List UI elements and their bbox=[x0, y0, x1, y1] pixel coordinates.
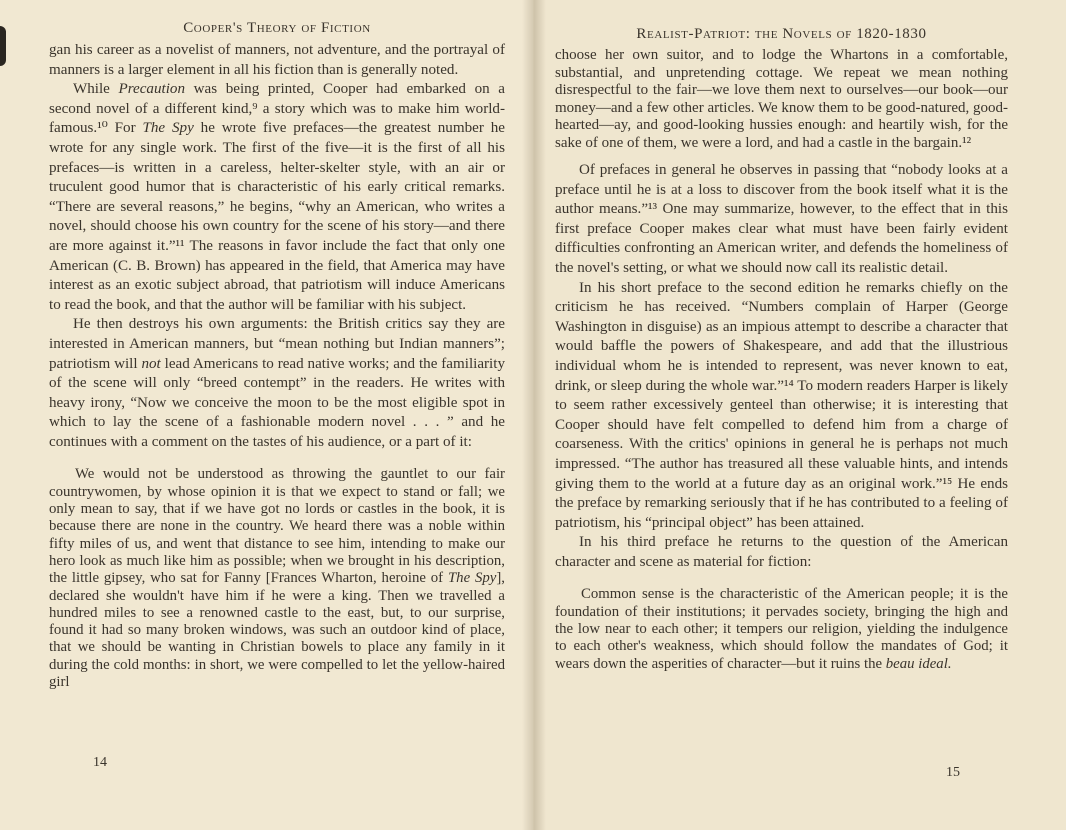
paragraph: He then destroys his own arguments: the British critics say they are interested in American manners, but “mean nothing but Indian manners”; patriotism will not lead Americans to read native works; and the familiarity of the scene will only “breed contempt” in the readers. He writes with heavy irony, “Now we conceive the moon to be the most eligible spot in which to lay the scene of a fashionable modern novel . . . ” and he continues with a comment on the tastes of his audience, or a part of it: bbox=[49, 316, 505, 450]
paragraph: gan his career as a novelist of manners, not adventure, and the portrayal of manners is a larger element in all his fiction than is generally noted. bbox=[49, 42, 505, 78]
book-gutter bbox=[522, 0, 546, 830]
paragraph: In his short preface to the second edition he remarks chiefly on the criticism he has received. “Numbers complain of Harper (George Washington in disguise) as an impious attempt to describe a character that would baffle the powers of Shakespeare, and add that the illustrious individual whom he is intended to represent, was never known to eat, drink, or sleep during the whole war.”¹⁴ To modern readers Harper is likely to seem rather excessively genteel than otherwise; it is interesting that Cooper should have felt compelled to defend him from a charge of coarseness. With the critics' opinions in general he is perhaps not much impressed. “The author has treasured all these valuable hints, and intends giving them to the world at a future day as an original work.”¹⁵ He ends the preface by remarking seriously that if he has contributed to a feeling of patriotism, his “principal object” has been attained. bbox=[555, 279, 1008, 531]
running-head-left: Cooper's Theory of Fiction bbox=[183, 20, 371, 36]
block-quote-continued: choose her own suitor, and to lodge the Whartons in a comfortable, substantial, and unpretending cottage. We repeat we mean nothing disrespectful to the fair—we love them next to ourselves—our book—our money—and a few other articles. We know them to be good-natured, good-hearted—ay, and good-looking hussies enough: and heartily wish, for the sake of one of them, we were a lord, and had a castle in the bargain.¹² bbox=[555, 47, 1008, 151]
paragraph: Of prefaces in general he observes in passing that “nobody looks at a preface until he is at a loss to discover from the book itself what it is the author means.”¹³ One may summarize, however, to the effect that in this first preface Cooper makes clear what must have been fairly evident difficulties confronting an American writer, and defends the homeliness of the novel's setting, or what we should now call its realistic detail. bbox=[555, 162, 1008, 276]
page-number: 15 bbox=[946, 765, 960, 780]
paragraph: While Precaution was being printed, Cooper had embarked on a second novel of a different kind,⁹ a story which was to make him world-famous.¹⁰ For The Spy he wrote five prefaces—the greatest number he wrote for any single work. The first of the five—it is the first of all his prefaces—is written in a careless, helter-skelter style, with an air or truculent good humor that is characteristic of his early critical remarks. “There are several reasons,” he begins, “why an American, who writes a novel, should choose his own country for the scene of his story—and there are more against it.”¹¹ The reasons in favor include the fact that only one American (C. B. Brown) has appeared in the field, that America may have interest as an exotic subject abroad, that patriotism will induce Americans to read the book, and that the author will be familiar with his subject. bbox=[49, 81, 505, 313]
paragraph: In his third preface he returns to the question of the American character and scene as material for fiction: bbox=[555, 534, 1008, 570]
left-body-text bbox=[49, 41, 505, 691]
right-page bbox=[533, 0, 1066, 830]
page-edge-mark bbox=[0, 26, 6, 66]
block-quote: Common sense is the characteristic of the American people; it is the foundation of their institutions; it pervades society, bringing the high and the low near to each other; it tempers our religion, yielding the indulgence to each other's weakness, which should follow the mandates of God; it wears down the asperities of character—but it ruins the beau ideal. bbox=[555, 586, 1008, 672]
page-number: 14 bbox=[93, 755, 107, 770]
right-body-text bbox=[555, 47, 1008, 673]
block-quote: We would not be understood as throwing the gauntlet to our fair countrywomen, by whose opinion it is that we expect to stand or fall; we only mean to say, that if we have got no lords or castles in the book, it is because there are none in the country. We heard there was a noble within fifty miles of us, and went that distance to see him, intending to make our hero look as much like him as possible; when we brought in his description, the little gipsey, who sat for Fanny [Frances Wharton, heroine of The Spy], declared she wouldn't have him if he were a king. Then we travelled a hundred miles to see a renowned castle to the east, but, to our surprise, found it had so many broken windows, was such an outdoor kind of place, that we should be wanting in Christian bowels to place any family in it during the cold months: in short, we were compelled to let the yellow-haired girl bbox=[49, 466, 506, 691]
running-head-right: Realist-Patriot: the Novels of 1820-1830 bbox=[636, 26, 927, 42]
